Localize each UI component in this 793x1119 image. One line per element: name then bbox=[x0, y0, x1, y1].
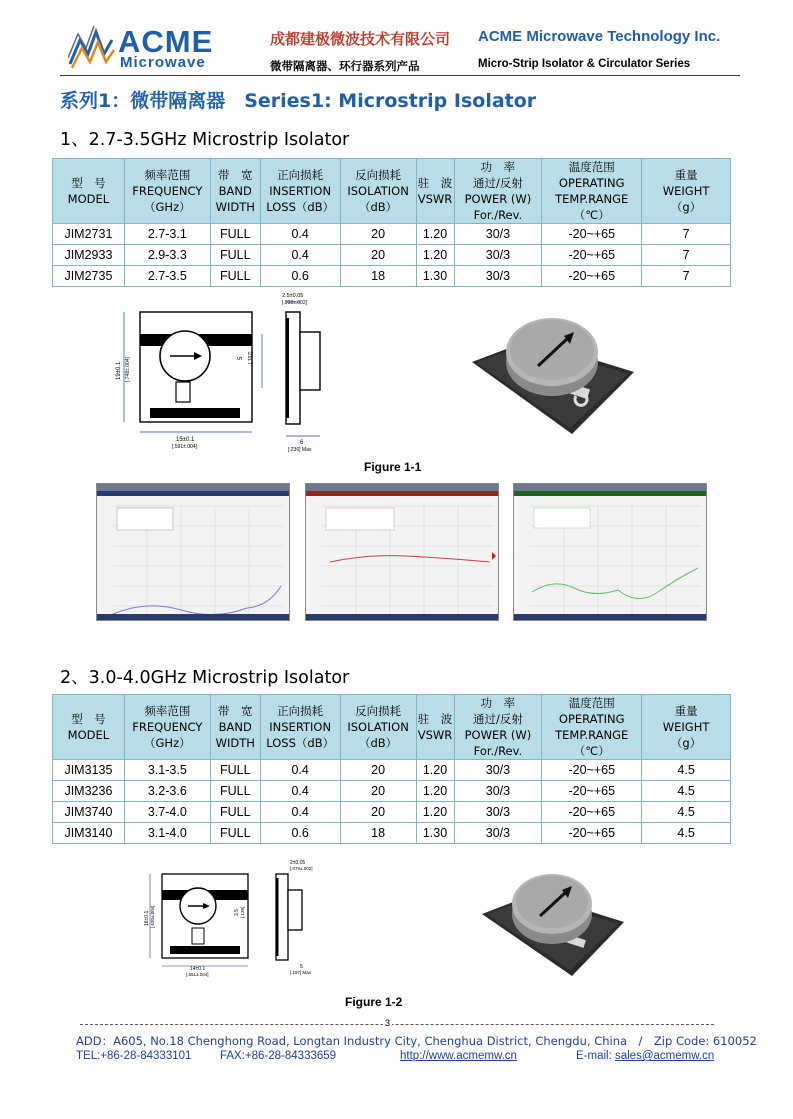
table-2-header-cell bbox=[340, 695, 416, 760]
header-en: OPERATING bbox=[558, 712, 625, 726]
footer-email bbox=[576, 1050, 714, 1062]
series-title: 系列1：微带隔离器 Series1: Microstrip Isolator bbox=[60, 90, 537, 112]
page-header bbox=[60, 14, 740, 76]
header-en: VSWR bbox=[417, 192, 453, 206]
table-cell: 18 bbox=[340, 823, 416, 844]
product-line-cn: 微带隔离器、环行器系列产品 bbox=[270, 59, 420, 73]
header-en: FREQUENCY bbox=[132, 720, 203, 734]
dim-thickness-in-2: [.079±.002] bbox=[290, 866, 313, 871]
table-cell: -20~+65 bbox=[542, 823, 642, 844]
table-cell: 0.4 bbox=[260, 781, 340, 802]
table-cell: FULL bbox=[210, 781, 260, 802]
spec-table-2 bbox=[52, 694, 731, 844]
dim-height-in-2: [.630±.004] bbox=[150, 905, 155, 928]
header-divider bbox=[60, 75, 740, 76]
footer-divider bbox=[80, 1024, 714, 1025]
table-cell: FULL bbox=[210, 823, 260, 844]
table-1-header-cell bbox=[260, 159, 340, 224]
header-en: ISOLATION bbox=[347, 720, 409, 734]
table-1-header-cell bbox=[542, 159, 642, 224]
plot-statusbar bbox=[306, 614, 498, 620]
table-cell: 0.4 bbox=[260, 760, 340, 781]
dim-max-in-2: [.197] Max bbox=[290, 970, 312, 975]
dim-thickness-1: 2.5±0.05 bbox=[282, 293, 304, 299]
header-en: INSERTION bbox=[269, 720, 332, 734]
table-cell: 30/3 bbox=[454, 823, 542, 844]
header-cn: 温度范围 bbox=[568, 160, 615, 174]
table-cell: 30/3 bbox=[454, 802, 542, 823]
header-unit: （GHz） bbox=[144, 200, 191, 214]
company-name-cn: 成都建极微波技术有限公司 bbox=[270, 30, 451, 48]
header-en2: WIDTH bbox=[215, 736, 255, 750]
section-1-title: 1、2.7-3.5GHz Microstrip Isolator bbox=[60, 130, 350, 150]
header-en: POWER (W) bbox=[464, 728, 532, 742]
table-cell: 7 bbox=[642, 266, 731, 287]
header-cn: 重量 bbox=[674, 704, 698, 718]
table-cell: JIM3140 bbox=[53, 823, 125, 844]
header-unit: （℃） bbox=[573, 208, 610, 222]
product-photo-2 bbox=[478, 860, 628, 980]
table-cell: 4.5 bbox=[642, 781, 731, 802]
table-cell: 30/3 bbox=[454, 760, 542, 781]
header-en: OPERATING bbox=[558, 176, 625, 190]
acme-logo bbox=[68, 18, 218, 70]
table-cell: 1.30 bbox=[416, 823, 454, 844]
header-cn: 频率范围 bbox=[144, 168, 191, 182]
table-cell: 30/3 bbox=[454, 224, 542, 245]
header-cn: 带 宽 bbox=[218, 168, 253, 182]
table-cell: 7 bbox=[642, 245, 731, 266]
table-cell: JIM3236 bbox=[53, 781, 125, 802]
outline-drawing-2 bbox=[140, 858, 340, 978]
table-1-header-cell bbox=[416, 159, 454, 224]
isolation-plot-screenshot bbox=[513, 483, 707, 621]
table-cell: 3.1-4.0 bbox=[124, 823, 210, 844]
table-cell: 1.20 bbox=[416, 245, 454, 266]
table-2-header-cell bbox=[210, 695, 260, 760]
email-link[interactable]: sales@acmemw.cn bbox=[614, 1050, 715, 1062]
table-1-header-cell bbox=[124, 159, 210, 224]
isolation-trace bbox=[514, 496, 706, 616]
footer-tel: TEL:+86-28-84333101 bbox=[76, 1050, 192, 1062]
header-cn: 功 率 bbox=[480, 160, 516, 174]
header-unit: （GHz） bbox=[144, 736, 191, 750]
dim-max-in-1: [.236] Max bbox=[288, 447, 312, 453]
header-cn: 型 号 bbox=[71, 712, 106, 726]
header-cn: 频率范围 bbox=[144, 704, 191, 718]
table-row bbox=[53, 245, 731, 266]
header-cn: 驻 波 bbox=[417, 712, 453, 726]
header-cn: 反向损耗 bbox=[355, 704, 402, 718]
table-cell: JIM2731 bbox=[53, 224, 125, 245]
table-cell: FULL bbox=[210, 760, 260, 781]
table-cell: 3.2-3.6 bbox=[124, 781, 210, 802]
plot-titlebar bbox=[97, 484, 289, 491]
dim-height-2: 16±0.1 bbox=[144, 910, 150, 926]
header-unit: （g） bbox=[670, 200, 702, 214]
header-en: BAND bbox=[218, 184, 252, 198]
header-unit: （dB） bbox=[358, 736, 398, 750]
header-cn2: 通过/反射 bbox=[472, 176, 523, 190]
email-label: E-mail: bbox=[576, 1050, 615, 1062]
header-cn: 温度范围 bbox=[568, 696, 615, 710]
header-en2: LOSS（dB） bbox=[266, 200, 335, 214]
table-row bbox=[53, 224, 731, 245]
table-cell: 30/3 bbox=[454, 781, 542, 802]
table-cell: 20 bbox=[340, 802, 416, 823]
table-cell: -20~+65 bbox=[542, 266, 642, 287]
dim-width-in-1: [.591±.004] bbox=[172, 444, 197, 450]
table-cell: -20~+65 bbox=[542, 245, 642, 266]
header-cn: 正向损耗 bbox=[277, 704, 324, 718]
table-2-header-row bbox=[53, 695, 731, 760]
table-row bbox=[53, 266, 731, 287]
table-cell: 20 bbox=[340, 781, 416, 802]
table-cell: 1.20 bbox=[416, 802, 454, 823]
table-cell: 0.4 bbox=[260, 224, 340, 245]
section-2-title: 2、3.0-4.0GHz Microstrip Isolator bbox=[60, 668, 350, 688]
header-cn: 重量 bbox=[674, 168, 698, 182]
vswr-trace bbox=[97, 496, 289, 616]
header-unit: （dB） bbox=[358, 200, 398, 214]
table-cell: 4.5 bbox=[642, 802, 731, 823]
table-cell: 18 bbox=[340, 266, 416, 287]
table-cell: 0.4 bbox=[260, 802, 340, 823]
company-name-en: ACME Microwave Technology Inc. bbox=[478, 28, 721, 45]
header-en: ISOLATION bbox=[347, 184, 409, 198]
header-en2: WIDTH bbox=[215, 200, 255, 214]
table-cell: FULL bbox=[210, 245, 260, 266]
header-unit: （g） bbox=[670, 736, 702, 750]
header-cn2: 通过/反射 bbox=[472, 712, 523, 726]
dim-width-2: 14±0.1 bbox=[190, 966, 206, 972]
dim-pin-2: 3.5 bbox=[234, 909, 240, 916]
table-cell: JIM2933 bbox=[53, 245, 125, 266]
table-cell: FULL bbox=[210, 224, 260, 245]
dim-pin-1: 5 bbox=[238, 356, 244, 360]
dim-width-in-2: [.551±.004] bbox=[186, 972, 209, 977]
table-cell: 30/3 bbox=[454, 245, 542, 266]
header-en2: TEMP.RANGE bbox=[555, 728, 629, 742]
dim-height-1: 19±0.1 bbox=[116, 361, 122, 380]
table-1-header-cell bbox=[642, 159, 731, 224]
table-2-header-cell bbox=[124, 695, 210, 760]
table-cell: -20~+65 bbox=[542, 781, 642, 802]
header-en: BAND bbox=[218, 720, 252, 734]
footer-address: ADD：A605, No.18 Chenghong Road, Longtan Industry City, Chenghua District, Chengdu, China / Zip Code: 610052 bbox=[76, 1034, 757, 1048]
header-en: POWER (W) bbox=[464, 192, 532, 206]
insertion-loss-trace bbox=[306, 496, 498, 616]
header-en: INSERTION bbox=[269, 184, 332, 198]
table-1-header-row bbox=[53, 159, 731, 224]
header-en2: For./Rev. bbox=[473, 744, 523, 758]
table-cell: 7 bbox=[642, 224, 731, 245]
table-cell: 3.1-3.5 bbox=[124, 760, 210, 781]
header-en2: For./Rev. bbox=[473, 208, 523, 222]
table-cell: 2.9-3.3 bbox=[124, 245, 210, 266]
outline-drawing-1 bbox=[110, 290, 350, 455]
dim-height-in-1: [.748±.004] bbox=[125, 357, 131, 382]
figure-1-1-label: Figure 1-1 bbox=[364, 460, 422, 474]
table-row bbox=[53, 823, 731, 844]
header-en: FREQUENCY bbox=[132, 184, 203, 198]
insertion-loss-plot-screenshot bbox=[305, 483, 499, 621]
header-en: MODEL bbox=[67, 728, 110, 742]
table-cell: JIM2735 bbox=[53, 266, 125, 287]
table-cell: FULL bbox=[210, 802, 260, 823]
header-cn: 型 号 bbox=[71, 176, 106, 190]
header-cn: 功 率 bbox=[480, 696, 516, 710]
table-cell: -20~+65 bbox=[542, 802, 642, 823]
table-cell: 0.6 bbox=[260, 823, 340, 844]
table-cell: 0.4 bbox=[260, 245, 340, 266]
header-en: MODEL bbox=[67, 192, 110, 206]
plot-titlebar bbox=[306, 484, 498, 491]
table-1-header-cell bbox=[340, 159, 416, 224]
table-cell: 1.20 bbox=[416, 781, 454, 802]
header-en: VSWR bbox=[417, 728, 453, 742]
table-cell: 1.20 bbox=[416, 760, 454, 781]
table-cell: 0.6 bbox=[260, 266, 340, 287]
table-cell: 2.7-3.1 bbox=[124, 224, 210, 245]
page-number: 3 bbox=[385, 1018, 391, 1028]
table-2-header-cell bbox=[260, 695, 340, 760]
table-cell: 3.7-4.0 bbox=[124, 802, 210, 823]
table-cell: 2.7-3.5 bbox=[124, 266, 210, 287]
table-row bbox=[53, 781, 731, 802]
header-unit: （℃） bbox=[573, 744, 610, 758]
table-1-header-cell bbox=[53, 159, 125, 224]
logo-main-text: ACME bbox=[118, 24, 214, 59]
dim-thickness-in-1: [.098±.002] bbox=[282, 300, 307, 306]
table-2-header-cell bbox=[416, 695, 454, 760]
header-en: WEIGHT bbox=[662, 184, 710, 198]
dim-max-2: 5 bbox=[300, 964, 303, 970]
table-cell: FULL bbox=[210, 266, 260, 287]
table-cell: 30/3 bbox=[454, 266, 542, 287]
table-cell: 20 bbox=[340, 224, 416, 245]
table-cell: -20~+65 bbox=[542, 760, 642, 781]
plot-statusbar bbox=[97, 614, 289, 620]
table-1-header-cell bbox=[454, 159, 542, 224]
table-cell: 1.20 bbox=[416, 224, 454, 245]
header-cn: 驻 波 bbox=[417, 176, 453, 190]
header-cn: 带 宽 bbox=[218, 704, 253, 718]
footer-fax: FAX:+86-28-84333659 bbox=[220, 1050, 337, 1062]
header-en: WEIGHT bbox=[662, 720, 710, 734]
table-2-header-cell bbox=[642, 695, 731, 760]
vswr-plot-screenshot bbox=[96, 483, 290, 621]
plot-statusbar bbox=[514, 614, 706, 620]
dim-pin-in-1: [.197] bbox=[248, 351, 254, 364]
table-cell: JIM3740 bbox=[53, 802, 125, 823]
dim-thickness-2: 2±0.05 bbox=[290, 860, 306, 866]
table-row bbox=[53, 802, 731, 823]
table-2-header-cell bbox=[542, 695, 642, 760]
table-cell: 1.30 bbox=[416, 266, 454, 287]
header-cn: 反向损耗 bbox=[355, 168, 402, 182]
header-cn: 正向损耗 bbox=[277, 168, 324, 182]
table-cell: 4.5 bbox=[642, 823, 731, 844]
product-photo-1 bbox=[468, 300, 638, 435]
dim-max-1: 6 bbox=[300, 440, 304, 446]
logo-sub-text: Microwave bbox=[120, 54, 206, 71]
product-line-en: Micro-Strip Isolator & Circulator Series bbox=[478, 58, 691, 70]
table-1-header-cell bbox=[210, 159, 260, 224]
logo-mark-icon bbox=[68, 20, 116, 70]
figure-1-2-label: Figure 1-2 bbox=[345, 995, 403, 1009]
plot-titlebar bbox=[514, 484, 706, 491]
table-cell: JIM3135 bbox=[53, 760, 125, 781]
header-en2: LOSS（dB） bbox=[266, 736, 335, 750]
footer-website-link[interactable]: http://www.acmemw.cn bbox=[400, 1050, 517, 1062]
table-cell: -20~+65 bbox=[542, 224, 642, 245]
table-2-header-cell bbox=[454, 695, 542, 760]
table-row bbox=[53, 760, 731, 781]
table-cell: 20 bbox=[340, 245, 416, 266]
spec-table-1 bbox=[52, 158, 731, 287]
table-cell: 20 bbox=[340, 760, 416, 781]
table-2-header-cell bbox=[53, 695, 125, 760]
header-en2: TEMP.RANGE bbox=[555, 192, 629, 206]
table-cell: 4.5 bbox=[642, 760, 731, 781]
dim-width-1: 15±0.1 bbox=[176, 437, 195, 443]
dim-pin-in-2: [.138] bbox=[240, 906, 245, 918]
